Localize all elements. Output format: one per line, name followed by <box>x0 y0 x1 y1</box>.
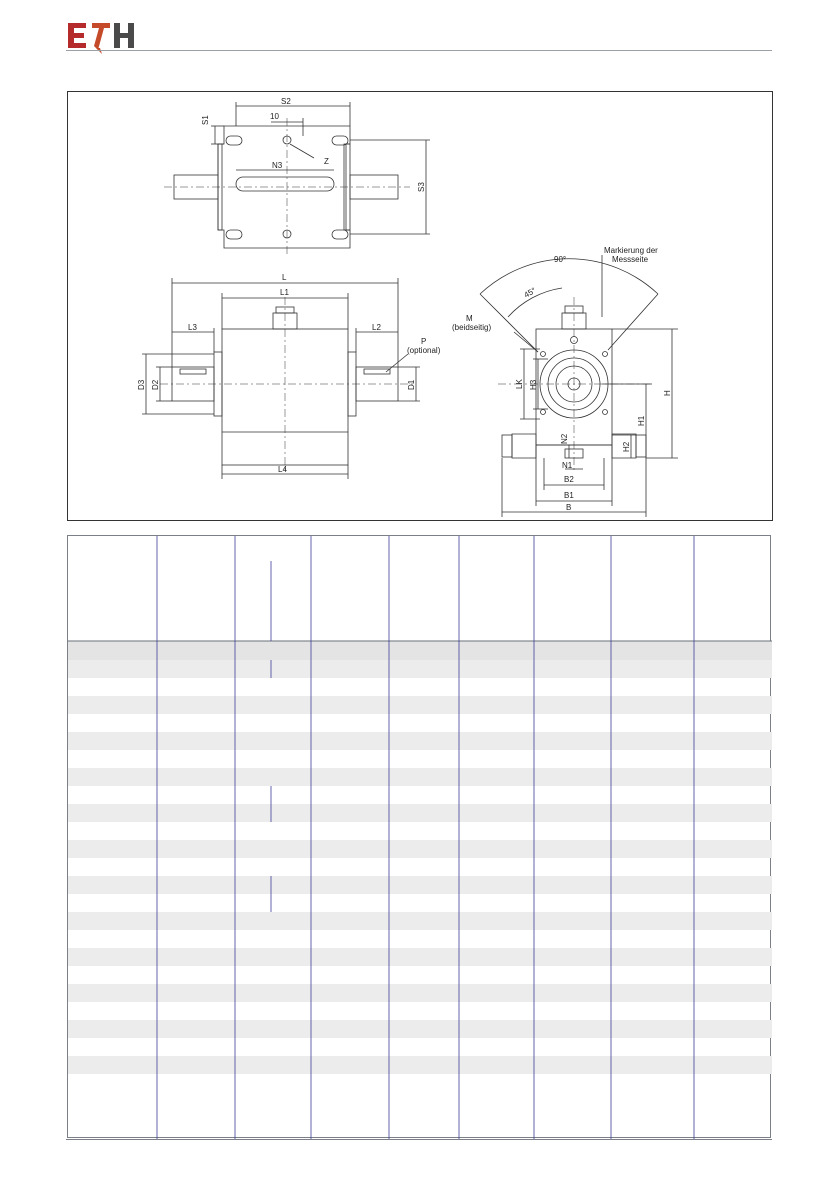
header-rule <box>66 50 772 51</box>
label-l1: L1 <box>280 288 289 297</box>
label-h: H <box>663 390 672 396</box>
label-b: B <box>566 503 572 512</box>
table-row <box>68 660 772 678</box>
label-n1: N1 <box>562 461 573 470</box>
table-row <box>68 804 772 822</box>
label-d3: D3 <box>137 379 146 390</box>
logo-h-glyph <box>114 23 134 48</box>
footer-rule <box>66 1139 772 1140</box>
label-l4: L4 <box>278 465 287 474</box>
table-row <box>68 732 772 750</box>
label-n2: N2 <box>560 433 569 444</box>
logo-t-glyph <box>92 23 110 50</box>
label-z: Z <box>324 157 329 166</box>
table-row <box>68 1056 772 1074</box>
table-row <box>68 696 772 714</box>
label-s3: S3 <box>417 182 426 192</box>
label-h2: H2 <box>622 441 631 452</box>
label-n3: N3 <box>272 161 283 170</box>
logo-e-glyph <box>68 23 86 48</box>
label-angle-90: 90° <box>554 255 567 264</box>
spec-table <box>67 535 771 1138</box>
table-row <box>68 840 772 858</box>
label-d1: D1 <box>407 379 416 390</box>
label-l3: L3 <box>188 323 197 332</box>
table-row <box>68 948 772 966</box>
spec-table-grid <box>68 536 772 1139</box>
table-row <box>68 1020 772 1038</box>
label-h3: H3 <box>529 379 538 390</box>
label-p-note: (optional) <box>407 346 441 355</box>
technical-drawing <box>67 91 773 521</box>
table-row <box>68 876 772 894</box>
table-row <box>68 984 772 1002</box>
label-m: M <box>466 314 473 323</box>
label-angle-45: 45° <box>522 285 538 300</box>
label-l: L <box>282 273 287 282</box>
table-row <box>68 912 772 930</box>
label-10: 10 <box>270 112 279 121</box>
label-b1: B1 <box>564 491 574 500</box>
label-marking-line2: Messseite <box>612 255 649 264</box>
label-h1: H1 <box>637 415 646 426</box>
drawing-svg <box>68 92 772 520</box>
label-s1: S1 <box>201 115 210 125</box>
label-d2: D2 <box>151 379 160 390</box>
label-m-note: (beidseitig) <box>452 323 492 332</box>
label-l2: L2 <box>372 323 381 332</box>
table-group-row <box>68 641 772 660</box>
label-marking-line1: Markierung der <box>604 246 658 255</box>
company-logo <box>66 20 136 54</box>
label-s2: S2 <box>281 97 291 106</box>
label-lk: LK <box>515 379 524 389</box>
label-b2: B2 <box>564 475 574 484</box>
side-view <box>142 278 420 479</box>
label-p: P <box>421 337 427 346</box>
table-row <box>68 768 772 786</box>
front-view <box>480 255 678 517</box>
